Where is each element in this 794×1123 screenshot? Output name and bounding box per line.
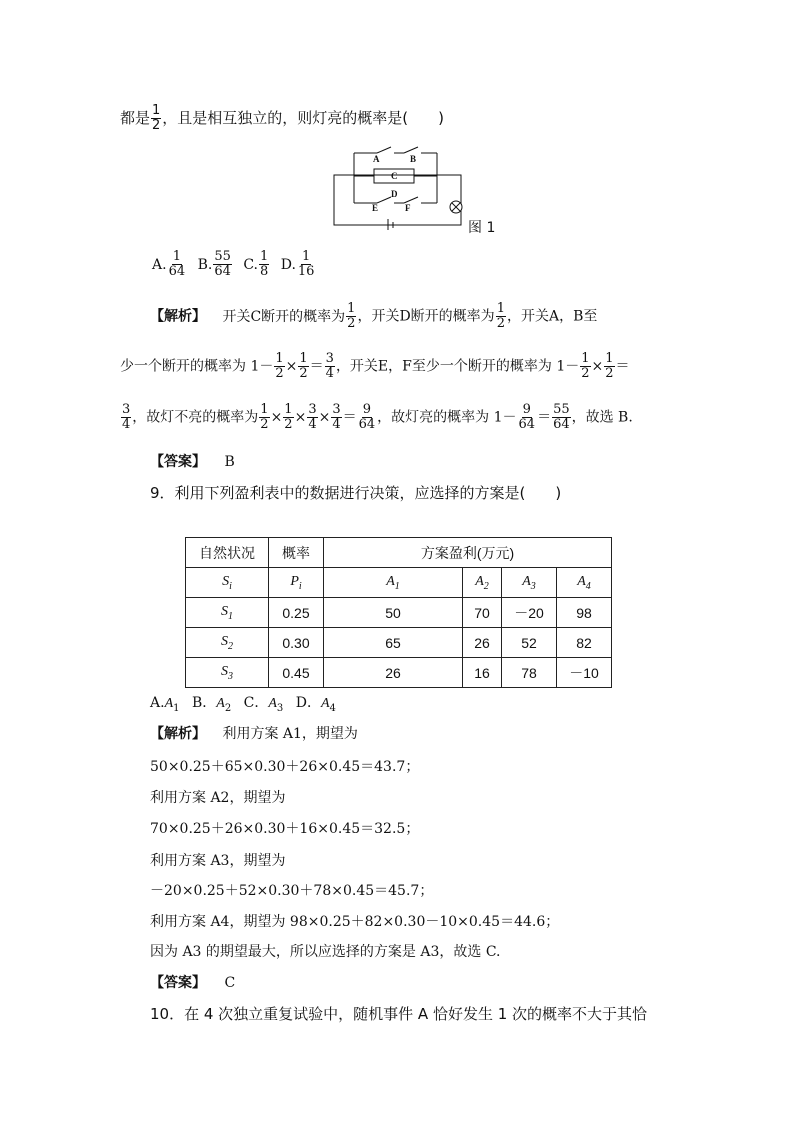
table-cell: 98 (557, 598, 612, 628)
q8-stem-text-2: ，且是相互独立的，则灯亮的概率是( ) (162, 109, 445, 127)
header-cell: $S_i$ (186, 568, 269, 598)
q8-answer (150, 451, 235, 471)
q9-answer (150, 972, 235, 992)
q9-analysis-line-3: 利用方案 A2，期望为 (150, 790, 286, 806)
q8-option-a: A. $\frac{1}{64}$ (152, 249, 186, 279)
table-cell: $S_3$ (186, 658, 269, 688)
q9-analysis-line-4: 70×0.25＋26×0.30＋16×0.45＝32.5； (150, 821, 420, 837)
header-cell: $A_2$ (463, 568, 502, 598)
table-subheader-row (186, 568, 612, 598)
answer-tag: 【答案】 (150, 975, 206, 991)
table-cell: 26 (324, 658, 463, 688)
switch-label-a: A (373, 154, 380, 164)
answer-value: B (224, 454, 235, 470)
q9-analysis-line-5: 利用方案 A3，期望为 (150, 853, 286, 869)
table-row (186, 598, 612, 628)
table-row (186, 628, 612, 658)
table-cell: －20 (502, 598, 557, 628)
q8-stem-text: 都是 (120, 109, 151, 127)
q8-analysis-line-3: $\frac{3}{4}$ ，故灯不亮的概率为 $\frac{1}{2}$ × $\frac{1}{2}$ × $\frac{3}{4}$ × $\frac{3}{4}$ ＝ $\frac{9}{64}$ ，故灯亮的概率为 1－ $\frac{9}{64}$ ＝ $\frac{55}{64}$ ，故选 B. (122, 402, 633, 432)
q9-analysis-line-6: －20×0.25＋52×0.30＋78×0.45＝45.7； (150, 883, 434, 899)
analysis-tag: 【解析】 (150, 308, 206, 325)
q9-analysis-line-1: 【解析】 利用方案 A1，期望为 (150, 726, 358, 742)
table-cell: 26 (463, 628, 502, 658)
answer-value: C (224, 975, 236, 991)
header-cell: 自然状况 (186, 538, 269, 568)
table-cell: 78 (502, 658, 557, 688)
q8-options (152, 250, 316, 279)
table-cell: －10 (557, 658, 612, 688)
table-cell: 52 (502, 628, 557, 658)
header-cell: $A_3$ (502, 568, 557, 598)
q9-analysis-line-2: 50×0.25＋65×0.30＋26×0.45＝43.7； (150, 759, 420, 775)
switch-label-d: D (391, 189, 398, 199)
table-cell: 50 (324, 598, 463, 628)
q8-option-c: C. $\frac{1}{8}$ (243, 249, 269, 279)
profit-table (185, 537, 612, 688)
switch-label-b: B (410, 154, 417, 164)
fraction: $\frac{1}{2}$ (152, 103, 161, 133)
table-cell: $S_1$ (186, 598, 269, 628)
answer-tag: 【答案】 (150, 454, 206, 470)
q8-option-d: D. $\frac{1}{16}$ (280, 249, 315, 279)
q9-stem: 9．利用下列盈利表中的数据进行决策，应选择的方案是( ) (150, 484, 562, 502)
header-cell: $P_i$ (269, 568, 324, 598)
figure-label: 图 1 (468, 220, 496, 236)
table-cell: 70 (463, 598, 502, 628)
q9-options: $A.A_1$ B．$A_2$ C．$A_3$ D．$A_4$ (150, 695, 336, 714)
table-row (186, 658, 612, 688)
table-cell: 0.30 (269, 628, 324, 658)
table-cell: 0.25 (269, 598, 324, 628)
q8-analysis-line-2: 少一个断开的概率为 1－ $\frac{1}{2}$ × $\frac{1}{2}$ ＝ $\frac{3}{4}$ ，开关E，F至少一个断开的概率为 1－ $\frac{1}{2}$ × $\frac{1}{2}$ ＝ (120, 351, 630, 381)
q9-analysis-line-7: 利用方案 A4，期望为 98×0.25＋82×0.30－10×0.45＝44.6； (150, 914, 560, 930)
switch-label-e: E (372, 203, 379, 213)
analysis-tag: 【解析】 (150, 726, 206, 742)
q8-stem (120, 104, 444, 133)
q8-option-b: B. $\frac{55}{64}$ (197, 249, 231, 279)
table-cell: 0.45 (269, 658, 324, 688)
header-cell: 方案盈利(万元) (324, 538, 612, 568)
q10-stem: 10．在 4 次独立重复试验中，随机事件 A 恰好发生 1 次的概率不大于其恰 (150, 1005, 648, 1023)
switch-label-f: F (405, 203, 411, 213)
table-cell: 82 (557, 628, 612, 658)
header-cell: $A_4$ (557, 568, 612, 598)
switch-label-c: C (391, 171, 398, 181)
table-cell: $S_2$ (186, 628, 269, 658)
header-cell: $A_1$ (324, 568, 463, 598)
q9-analysis-line-8: 因为 A3 的期望最大，所以应选择的方案是 A3，故选 C. (150, 944, 501, 960)
q8-analysis-line-1: 【解析】 开关C断开的概率为 $\frac{1}{2}$ ，开关D断开的概率为 $\frac{1}{2}$ ，开关A，B至 (150, 301, 598, 331)
header-cell: 概率 (269, 538, 324, 568)
table-cell: 16 (463, 658, 502, 688)
table-header-row (186, 538, 612, 568)
table-cell: 65 (324, 628, 463, 658)
